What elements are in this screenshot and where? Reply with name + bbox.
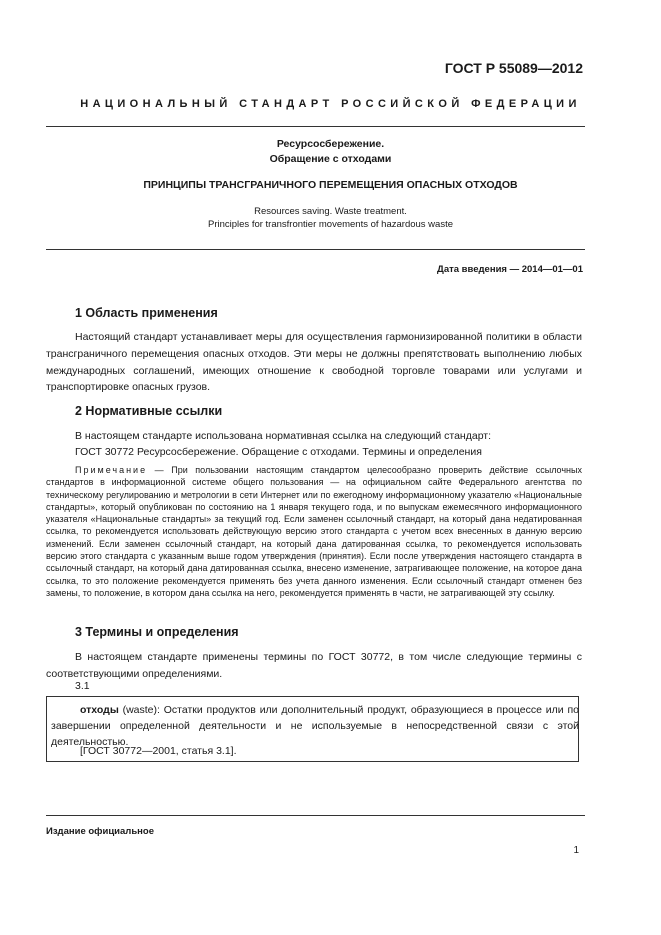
edition-label: Издание официальное — [46, 826, 154, 837]
section-3-heading: 3 Термины и определения — [75, 625, 239, 639]
introduction-date: Дата введения — 2014—01—01 — [437, 264, 583, 275]
footer-divider — [46, 815, 585, 816]
national-standard-banner: НАЦИОНАЛЬНЫЙ СТАНДАРТ РОССИЙСКОЙ ФЕДЕРАЦИИ — [80, 98, 581, 110]
term-english: (waste): — [118, 704, 160, 716]
term-name: отходы — [80, 704, 119, 716]
note-label: Примечание — [75, 465, 148, 475]
title-en-line1: Resources saving. Waste treatment. — [254, 206, 407, 217]
title-ru-line1: Ресурсосбережение. — [276, 138, 385, 150]
section-2-text-line2: ГОСТ 30772 Ресурсосбережение. Обращение с отходами. Термины и определения — [75, 446, 482, 458]
term-definition-text: Остатки продуктов или дополнительный продукт, образующиеся в процессе или по завершении определенной деятельности и не используемые в непосредственной связи с этой деятельностью. — [51, 704, 579, 748]
section-2-heading: 2 Нормативные ссылки — [75, 404, 223, 418]
title-divider — [46, 249, 585, 250]
term-number: 3.1 — [75, 680, 90, 692]
title-ru-line2: Обращение с отходами — [269, 153, 392, 165]
note-text: — При пользовании настоящим стандартом целесообразно проверить действие ссылочных стандартов в информационной системе общего пользования — на официальном сайте Федерального агентства по техническому регулированию и метрологии в сети Интернет или по ежегодному информационному указателю «Национальные стандарты», который опубликован по состоянию на 1 января текущего года, и по выпускам ежемесячного информационного указателя «Национальные стандарты» за текущий год. Если заменен ссылочный стандарт, на который дана недатированная ссылка, то рекомендуется использовать действующую версию этого стандарта с учетом всех внесенных в данную версию изменений. Если заменен ссылочный стандарт, на который дана датированная ссылка, то рекомендуется использовать версию этого стандарта с указанным выше годом утверждения (принятия). Если после утверждения настоящего стандарта в ссылочный стандарт, на который дана датированная ссылка, внесено изменение, затрагивающее положение, на которое дана ссылка, то это положение рекомендуется применять без учета данного изменения. Если ссылочный стандарт отменен без замены, то положение, в котором дана ссылка на него, рекомендуется применять в части, не затрагивающей эту ссылку. — [46, 465, 582, 598]
term-definition — [51, 702, 579, 750]
section-2-note — [46, 464, 582, 599]
title-ru-main: ПРИНЦИПЫ ТРАНСГРАНИЧНОГО ПЕРЕМЕЩЕНИЯ ОПАСНЫХ ОТХОДОВ — [143, 179, 518, 191]
section-3-text: В настоящем стандарте применены термины по ГОСТ 30772, в том числе следующие термины с соответствующими определениями. — [46, 651, 582, 680]
title-en-line2: Principles for transfrontier movements of hazardous waste — [208, 219, 453, 230]
header-divider — [46, 126, 585, 127]
section-2-text-line1: В настоящем стандарте использована нормативная ссылка на следующий стандарт: — [75, 430, 492, 442]
page-number: 1 — [573, 845, 579, 856]
term-source: [ГОСТ 30772—2001, статья 3.1]. — [80, 745, 237, 757]
document-number: ГОСТ Р 55089—2012 — [444, 60, 583, 76]
section-1-heading: 1 Область применения — [75, 306, 218, 320]
section-1-text: Настоящий стандарт устанавливает меры для осуществления гармонизированной политики в области трансграничного перемещения опасных отходов. Эти меры не должны препятствовать выполнению любых международных соглашений, имеющих отношение к свободной торговле товарами или услугами и транспортировке опасных грузов. — [46, 331, 582, 394]
